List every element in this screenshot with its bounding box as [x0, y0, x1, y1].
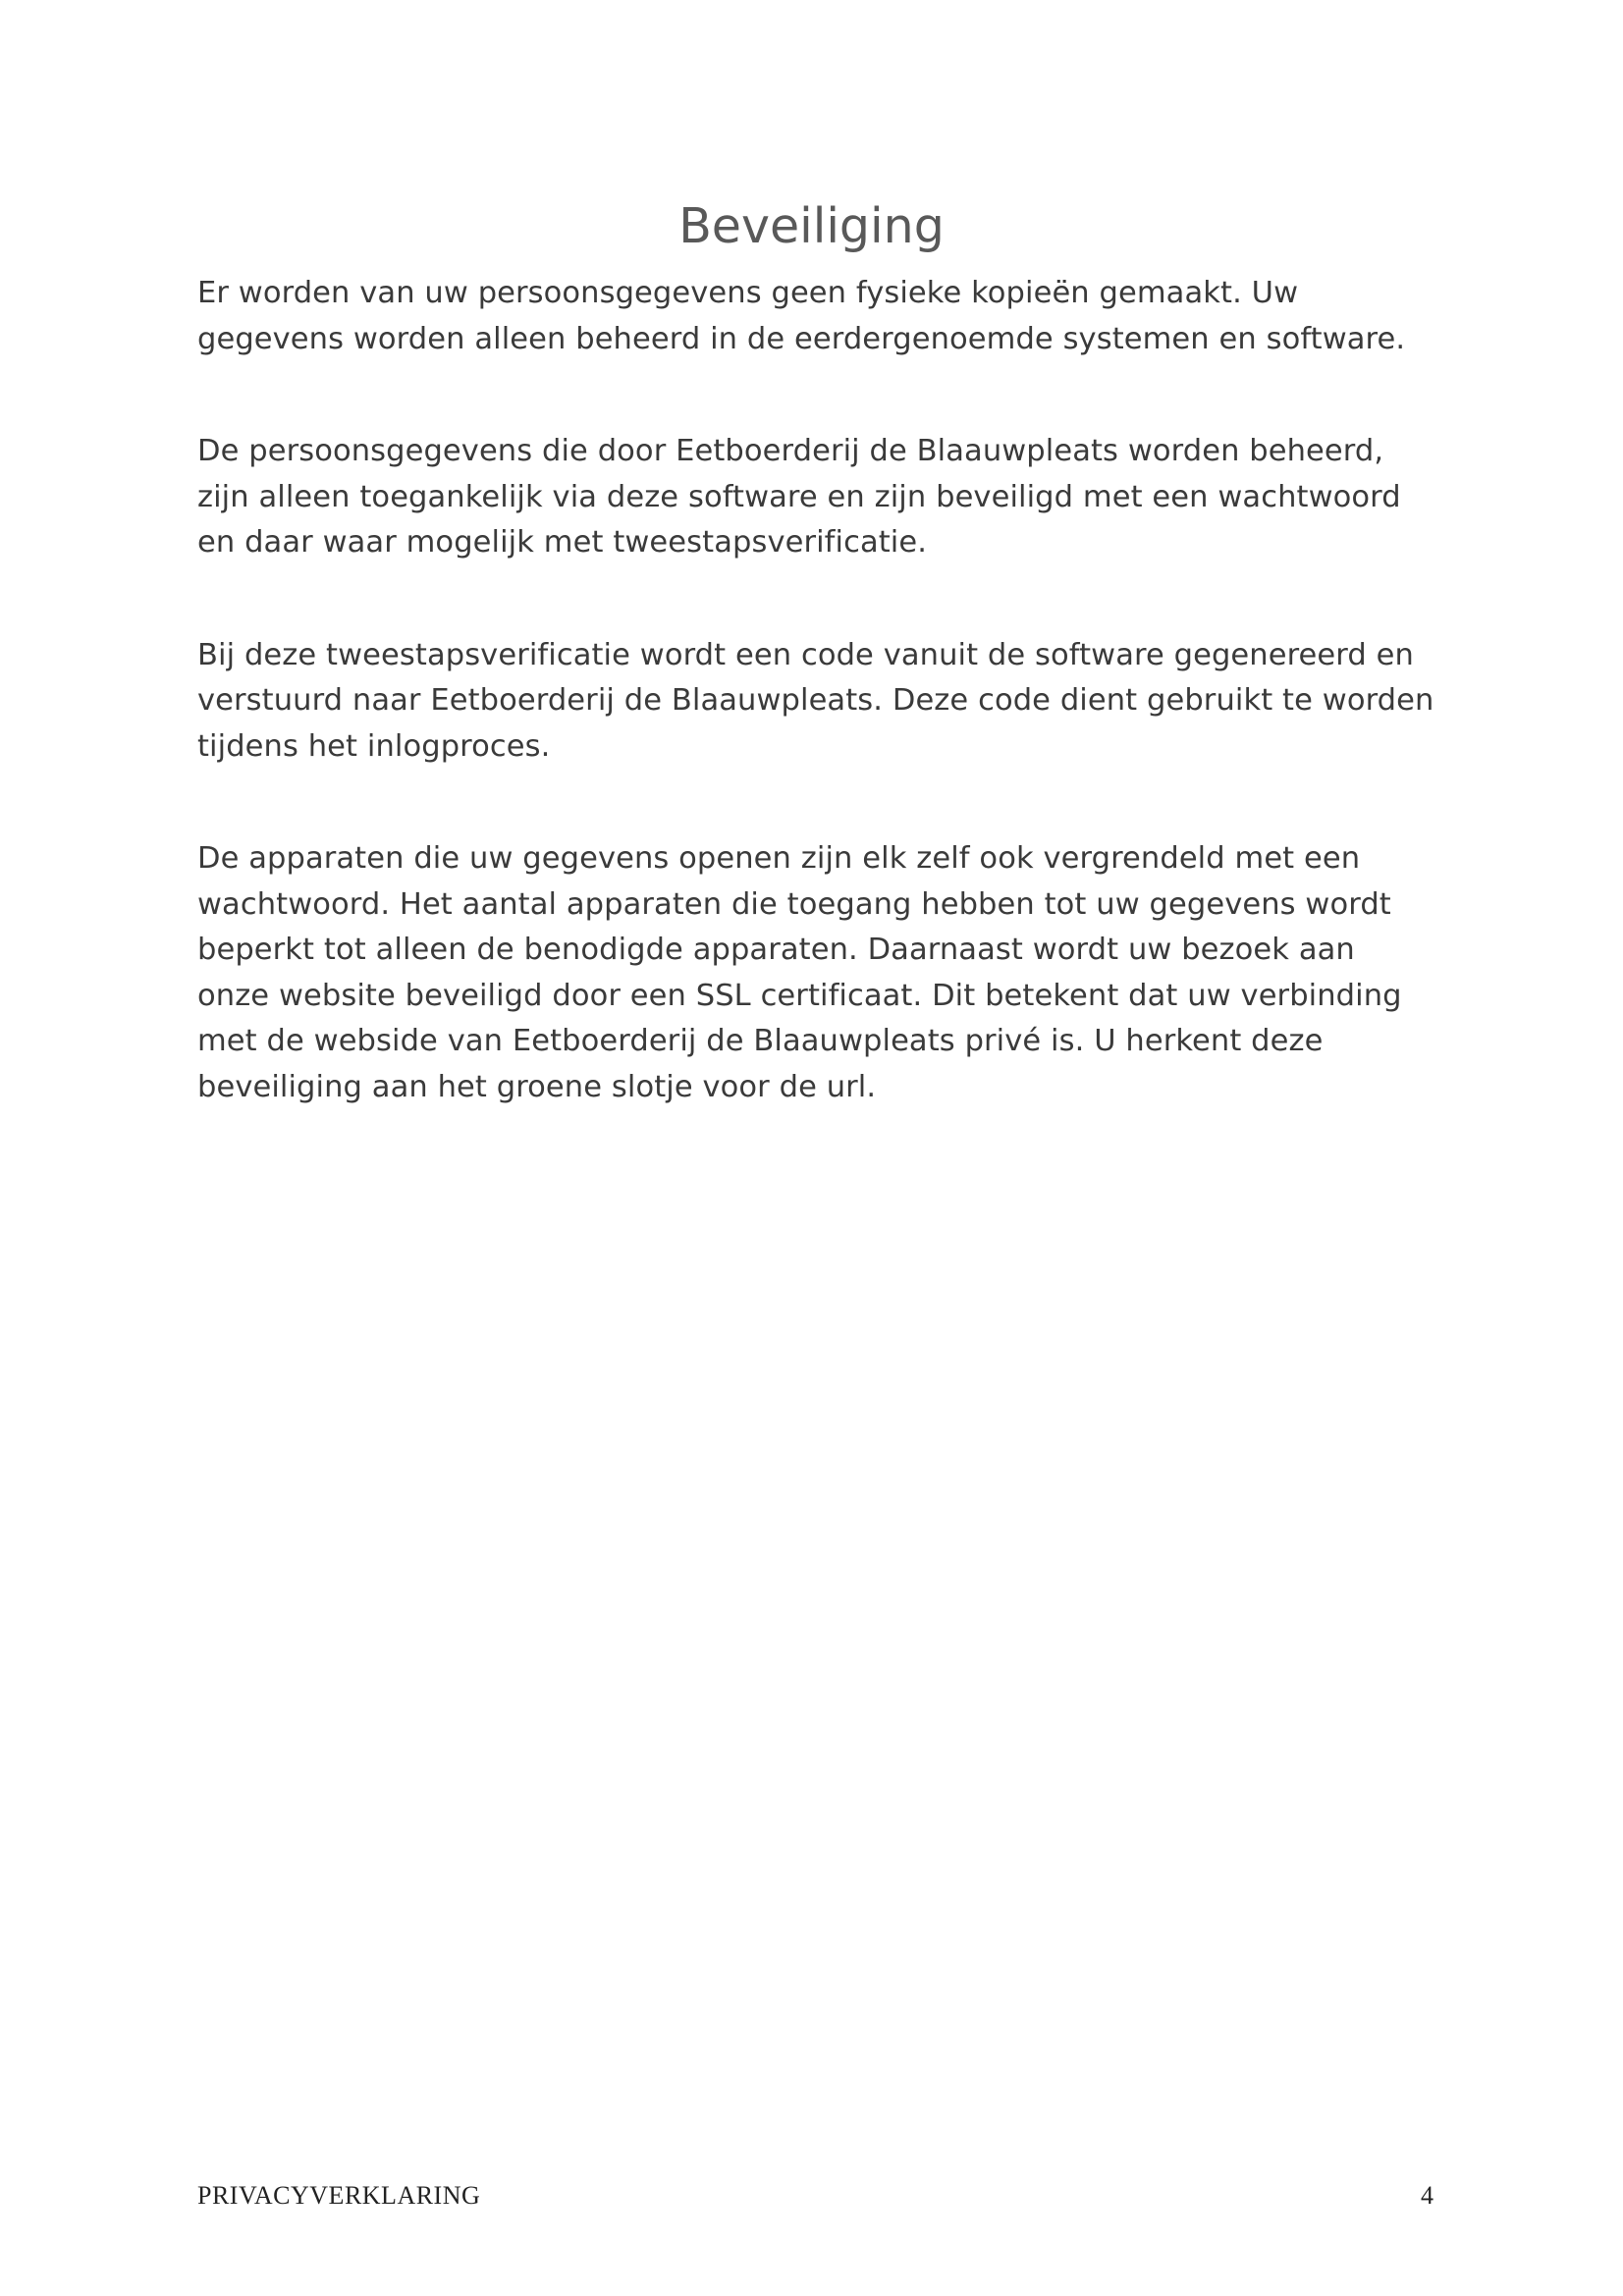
paragraph-devices: De apparaten die uw gegevens openen zijn elk zelf ook vergrendeld met een wachtwoord. Het aantal apparaten die toegang hebben tot uw gegevens wordt beperkt tot alleen de benodigde apparaten. Daarnaast wordt uw bezoek aan onze website beveiligd door een SSL certificaat. Dit betekent dat uw verbinding met de webside van Eetboerderij de Blaauwpleats privé is. U herkent deze beveiliging aan het groene slotje voor de url.: [197, 841, 1402, 1104]
page-number: 4: [1421, 2181, 1434, 2210]
paragraph-access: De persoonsgegevens die door Eetboerderij de Blaauwpleats worden beheerd, zijn alleen toegankelijk via deze software en zijn beveiligd met een wachtwoord en daar waar mogelijk met tweestapsverificatie.: [197, 434, 1401, 560]
paragraph-copies: Er worden van uw persoonsgegevens geen fysieke kopieën gemaakt. Uw gegevens worden alleen beheerd in de eerdergenoemde systemen en software.: [197, 276, 1406, 356]
document-body: [197, 271, 1434, 1177]
paragraph-two-step: Bij deze tweestapsverificatie wordt een code vanuit de software gegenereerd en verstuurd naar Eetboerderij de Blaauwpleats. Deze code dient gebruikt te worden tijdens het inlogproces.: [197, 637, 1434, 764]
section-title: Beveiliging: [678, 198, 945, 254]
footer-label: PRIVACYVERKLARING: [197, 2181, 481, 2210]
